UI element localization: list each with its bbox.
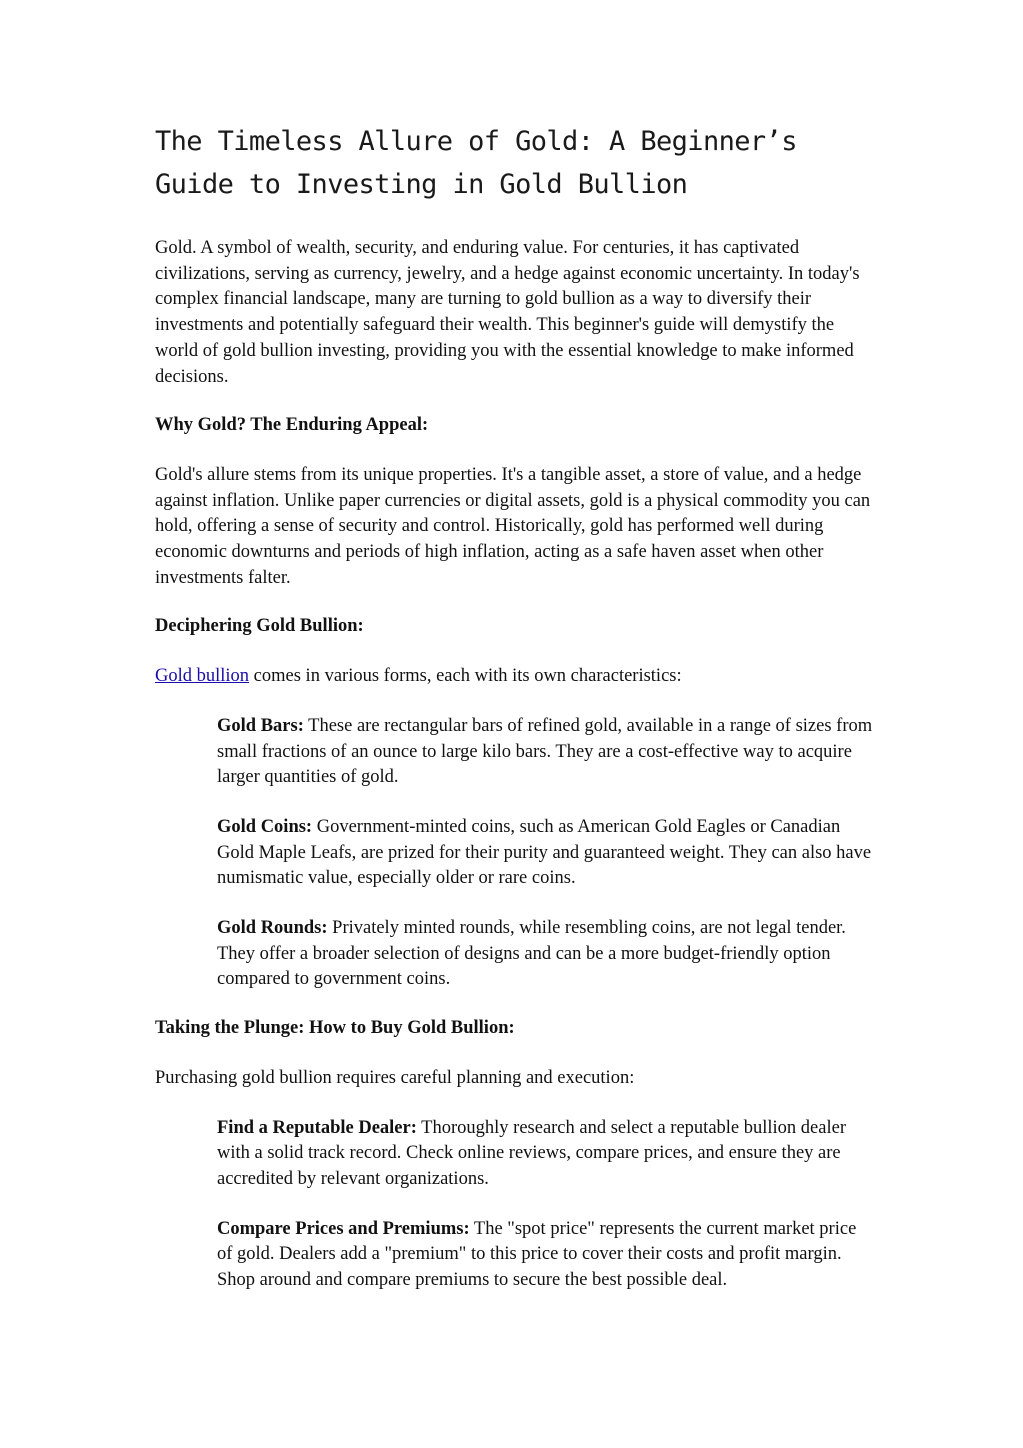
list-item-gold-rounds [217, 916, 875, 993]
list-item-lead: Gold Bars: [217, 715, 304, 736]
list-item-gold-coins [217, 815, 875, 892]
page-title: The Timeless Allure of Gold: A Beginner’s Guide to Investing in Gold Bullion [155, 126, 797, 200]
document-page [155, 120, 875, 1294]
list-item-lead: Find a Reputable Dealer: [217, 1117, 417, 1138]
list-item-text: Privately minted rounds, while resembling coins, are not legal tender. They offer a broader selection of designs and can be a more budget-friendly option compared to government coins. [217, 918, 846, 990]
deciphering-text: comes in various forms, each with its own characteristics: [249, 666, 682, 687]
section-heading-why-gold: Why Gold? The Enduring Appeal: [155, 415, 429, 436]
list-item-gold-bars [217, 714, 875, 791]
list-item-lead: Compare Prices and Premiums: [217, 1218, 470, 1239]
deciphering-paragraph [155, 664, 875, 690]
list-item-reputable-dealer [217, 1116, 875, 1193]
list-item-compare-prices [217, 1217, 875, 1294]
gold-bullion-link[interactable]: Gold bullion [155, 666, 250, 687]
buying-paragraph: Purchasing gold bullion requires careful planning and execution: [155, 1067, 635, 1088]
section-heading-buying: Taking the Plunge: How to Buy Gold Bullion: [155, 1018, 515, 1039]
why-gold-paragraph: Gold's allure stems from its unique properties. It's a tangible asset, a store of value, and a hedge against inflation. Unlike paper currencies or digital assets, gold is a physical commodity you can hold, offering a sense of security and control. Historically, gold has performed well during economic downturns and periods of high inflation, acting as a safe haven asset when other investments falter. [155, 464, 871, 588]
list-item-text: These are rectangular bars of refined gold, available in a range of sizes from small fractions of an ounce to large kilo bars. They are a cost-effective way to acquire larger quantities of gold. [217, 715, 873, 788]
list-item-lead: Gold Coins: [217, 816, 313, 837]
list-item-lead: Gold Rounds: [217, 918, 328, 939]
section-heading-deciphering: Deciphering Gold Bullion: [155, 616, 364, 637]
list-item-text: Government-minted coins, such as American Gold Eagles or Canadian Gold Maple Leafs, are prized for their purity and guaranteed weight. They can also have numismatic value, especially older or rare coins. [217, 816, 872, 889]
list-item-text: Thoroughly research and select a reputable bullion dealer with a solid track record. Check online reviews, compare prices, and ensure they are accredited by relevant organizations. [217, 1117, 846, 1189]
list-item-text: The "spot price" represents the current market price of gold. Dealers add a "premium" to this price to cover their costs and profit margin. Shop around and compare premiums to secure the best possible deal. [217, 1218, 857, 1291]
intro-paragraph: Gold. A symbol of wealth, security, and enduring value. For centuries, it has captivated civilizations, serving as currency, jewelry, and a hedge against economic uncertainty. In today's complex financial landscape, many are turning to gold bullion as a way to diversify their investments and potentially safeguard their wealth. This beginner's guide will demystify the world of gold bullion investing, providing you with the essential knowledge to make informed decisions. [155, 238, 860, 387]
